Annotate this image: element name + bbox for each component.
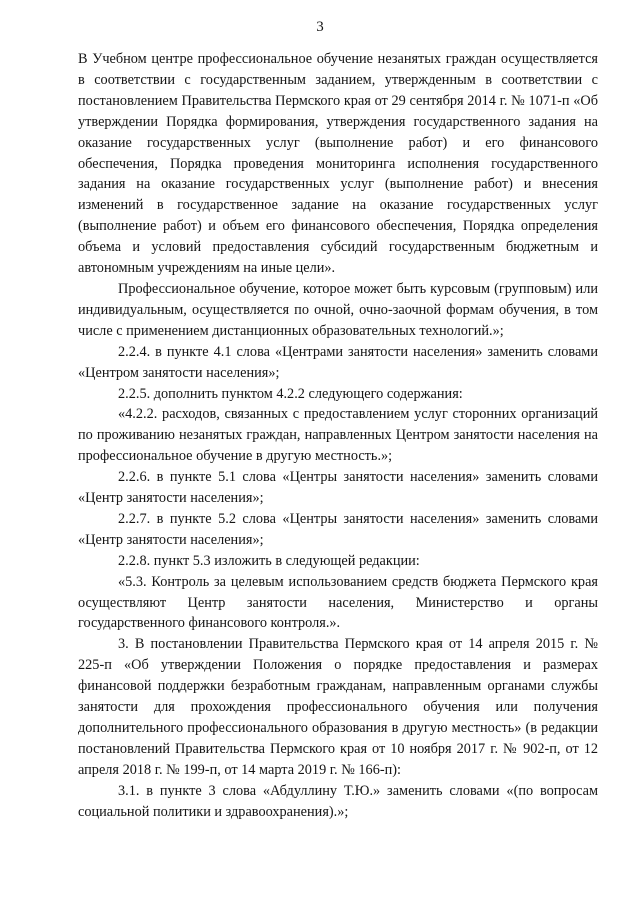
paragraph-4-2-2: «4.2.2. расходов, связанных с предоставлением услуг сторонних организаций по проживанию незанятых граждан, направленных Центром занятости населения на профессиональное обучение в другую местность.»; <box>78 406 598 465</box>
paragraph-5-3: «5.3. Контроль за целевым использованием средств бюджета Пермского края осуществляют Центр занятости населения, Министерство и органы государственного финансового контроля.». <box>78 573 598 632</box>
paragraph-3-1: 3.1. в пункте 3 слова «Абдуллину Т.Ю.» заменить словами «(по вопросам социальной политики и здравоохранения).»; <box>78 782 598 820</box>
paragraph-2-2-8: 2.2.8. пункт 5.3 изложить в следующей редакции: <box>118 552 420 569</box>
page-number: 3 <box>316 19 324 35</box>
document-body <box>78 49 598 823</box>
paragraph-2-2-7: 2.2.7. в пункте 5.2 слова «Центры занятости населения» заменить словами «Центр занятости населения»; <box>78 510 598 548</box>
paragraph-3: 3. В постановлении Правительства Пермского края от 14 апреля 2015 г. № 225-п «Об утверждении Положения о порядке предоставления и размерах финансовой поддержки безработным гражданам, направленным органами службы занятости для прохождения профессионального обучения или получения дополнительного профессионального образования в другую местность» (в редакции постановлений Правительства Пермского края от 10 ноября 2017 г. № 902-п, от 12 апреля 2018 г. № 199-п, от 14 марта 2019 г. № 166-п): <box>78 636 598 778</box>
paragraph-training-center: В Учебном центре профессиональное обучение незанятых граждан осуществляется в соответствии с государственным заданием, утвержденным в соответствии с постановлением Правительства Пермского края от 29 сентября 2014 г. № 1071-п «Об утверждении Порядка формирования, утверждения государственного задания на оказание государственных услуг (выполнение работ) и его финансового обеспечения, Порядка проведения мониторинга исполнения государственного задания на оказание государственных услуг (выполнение работ) и внесения изменений в государственное задание на оказание государственных услуг (выполнение работ) и объем его финансового обеспечения, Порядка определения объема и условий предоставления субсидий государственным бюджетным и автономным учреждениям на иные цели». <box>78 51 598 277</box>
paragraph-2-2-5: 2.2.5. дополнить пунктом 4.2.2 следующего содержания: <box>118 385 463 402</box>
paragraph-training-forms: Профессиональное обучение, которое может быть курсовым (групповым) или индивидуальным, осуществляется по очной, очно-заочной формам обучения, в том числе с применением дистанционных образовательных технологий.»; <box>78 280 598 339</box>
paragraph-2-2-6: 2.2.6. в пункте 5.1 слова «Центры занятости населения» заменить словами «Центр занятости населения»; <box>78 469 598 507</box>
paragraph-2-2-4: 2.2.4. в пункте 4.1 слова «Центрами занятости населения» заменить словами «Центром занятости населения»; <box>78 343 598 381</box>
